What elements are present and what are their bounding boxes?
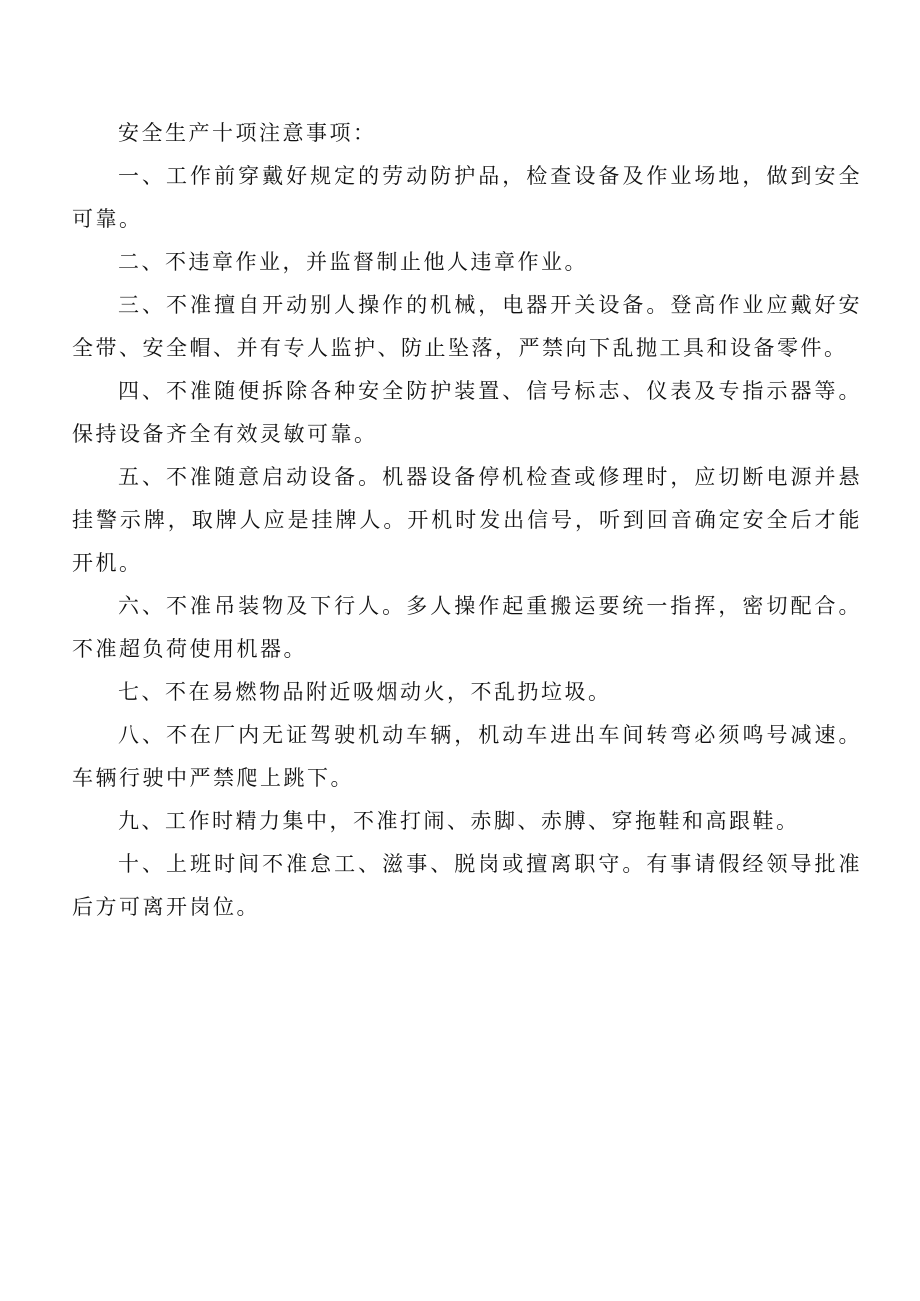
- safety-item-4: 四、不准随便拆除各种安全防护装置、信号标志、仪表及专指示器等。保持设备齐全有效灵敏可靠。: [72, 379, 862, 446]
- safety-item-6: 六、不准吊装物及下行人。多人操作起重搬运要统一指挥，密切配合。不准超负荷使用机器。: [72, 594, 862, 661]
- document-body: [72, 112, 862, 929]
- safety-item-3: 三、不准擅自开动别人操作的机械，电器开关设备。登高作业应戴好安全带、安全帽、并有专人监护、防止坠落，严禁向下乱抛工具和设备零件。: [72, 293, 862, 360]
- document-heading: 安全生产十项注意事项：: [118, 121, 377, 145]
- safety-item-10: 十、上班时间不准怠工、滋事、脱岗或擅离职守。有事请假经领导批准后方可离开岗位。: [72, 852, 862, 919]
- safety-item-1: 一、工作前穿戴好规定的劳动防护品，检查设备及作业场地，做到安全可靠。: [72, 164, 862, 231]
- safety-item-7: 七、不在易燃物品附近吸烟动火，不乱扔垃圾。: [118, 680, 612, 704]
- safety-item-8: 八、不在厂内无证驾驶机动车辆，机动车进出车间转弯必须鸣号减速。车辆行驶中严禁爬上跳下。: [72, 723, 862, 790]
- safety-item-2: 二、不违章作业，并监督制止他人违章作业。: [118, 250, 588, 274]
- safety-item-5: 五、不准随意启动设备。机器设备停机检查或修理时，应切断电源并悬挂警示牌，取牌人应是挂牌人。开机时发出信号，听到回音确定安全后才能开机。: [72, 465, 862, 575]
- safety-item-9: 九、工作时精力集中，不准打闹、赤脚、赤膊、穿拖鞋和高跟鞋。: [118, 809, 800, 833]
